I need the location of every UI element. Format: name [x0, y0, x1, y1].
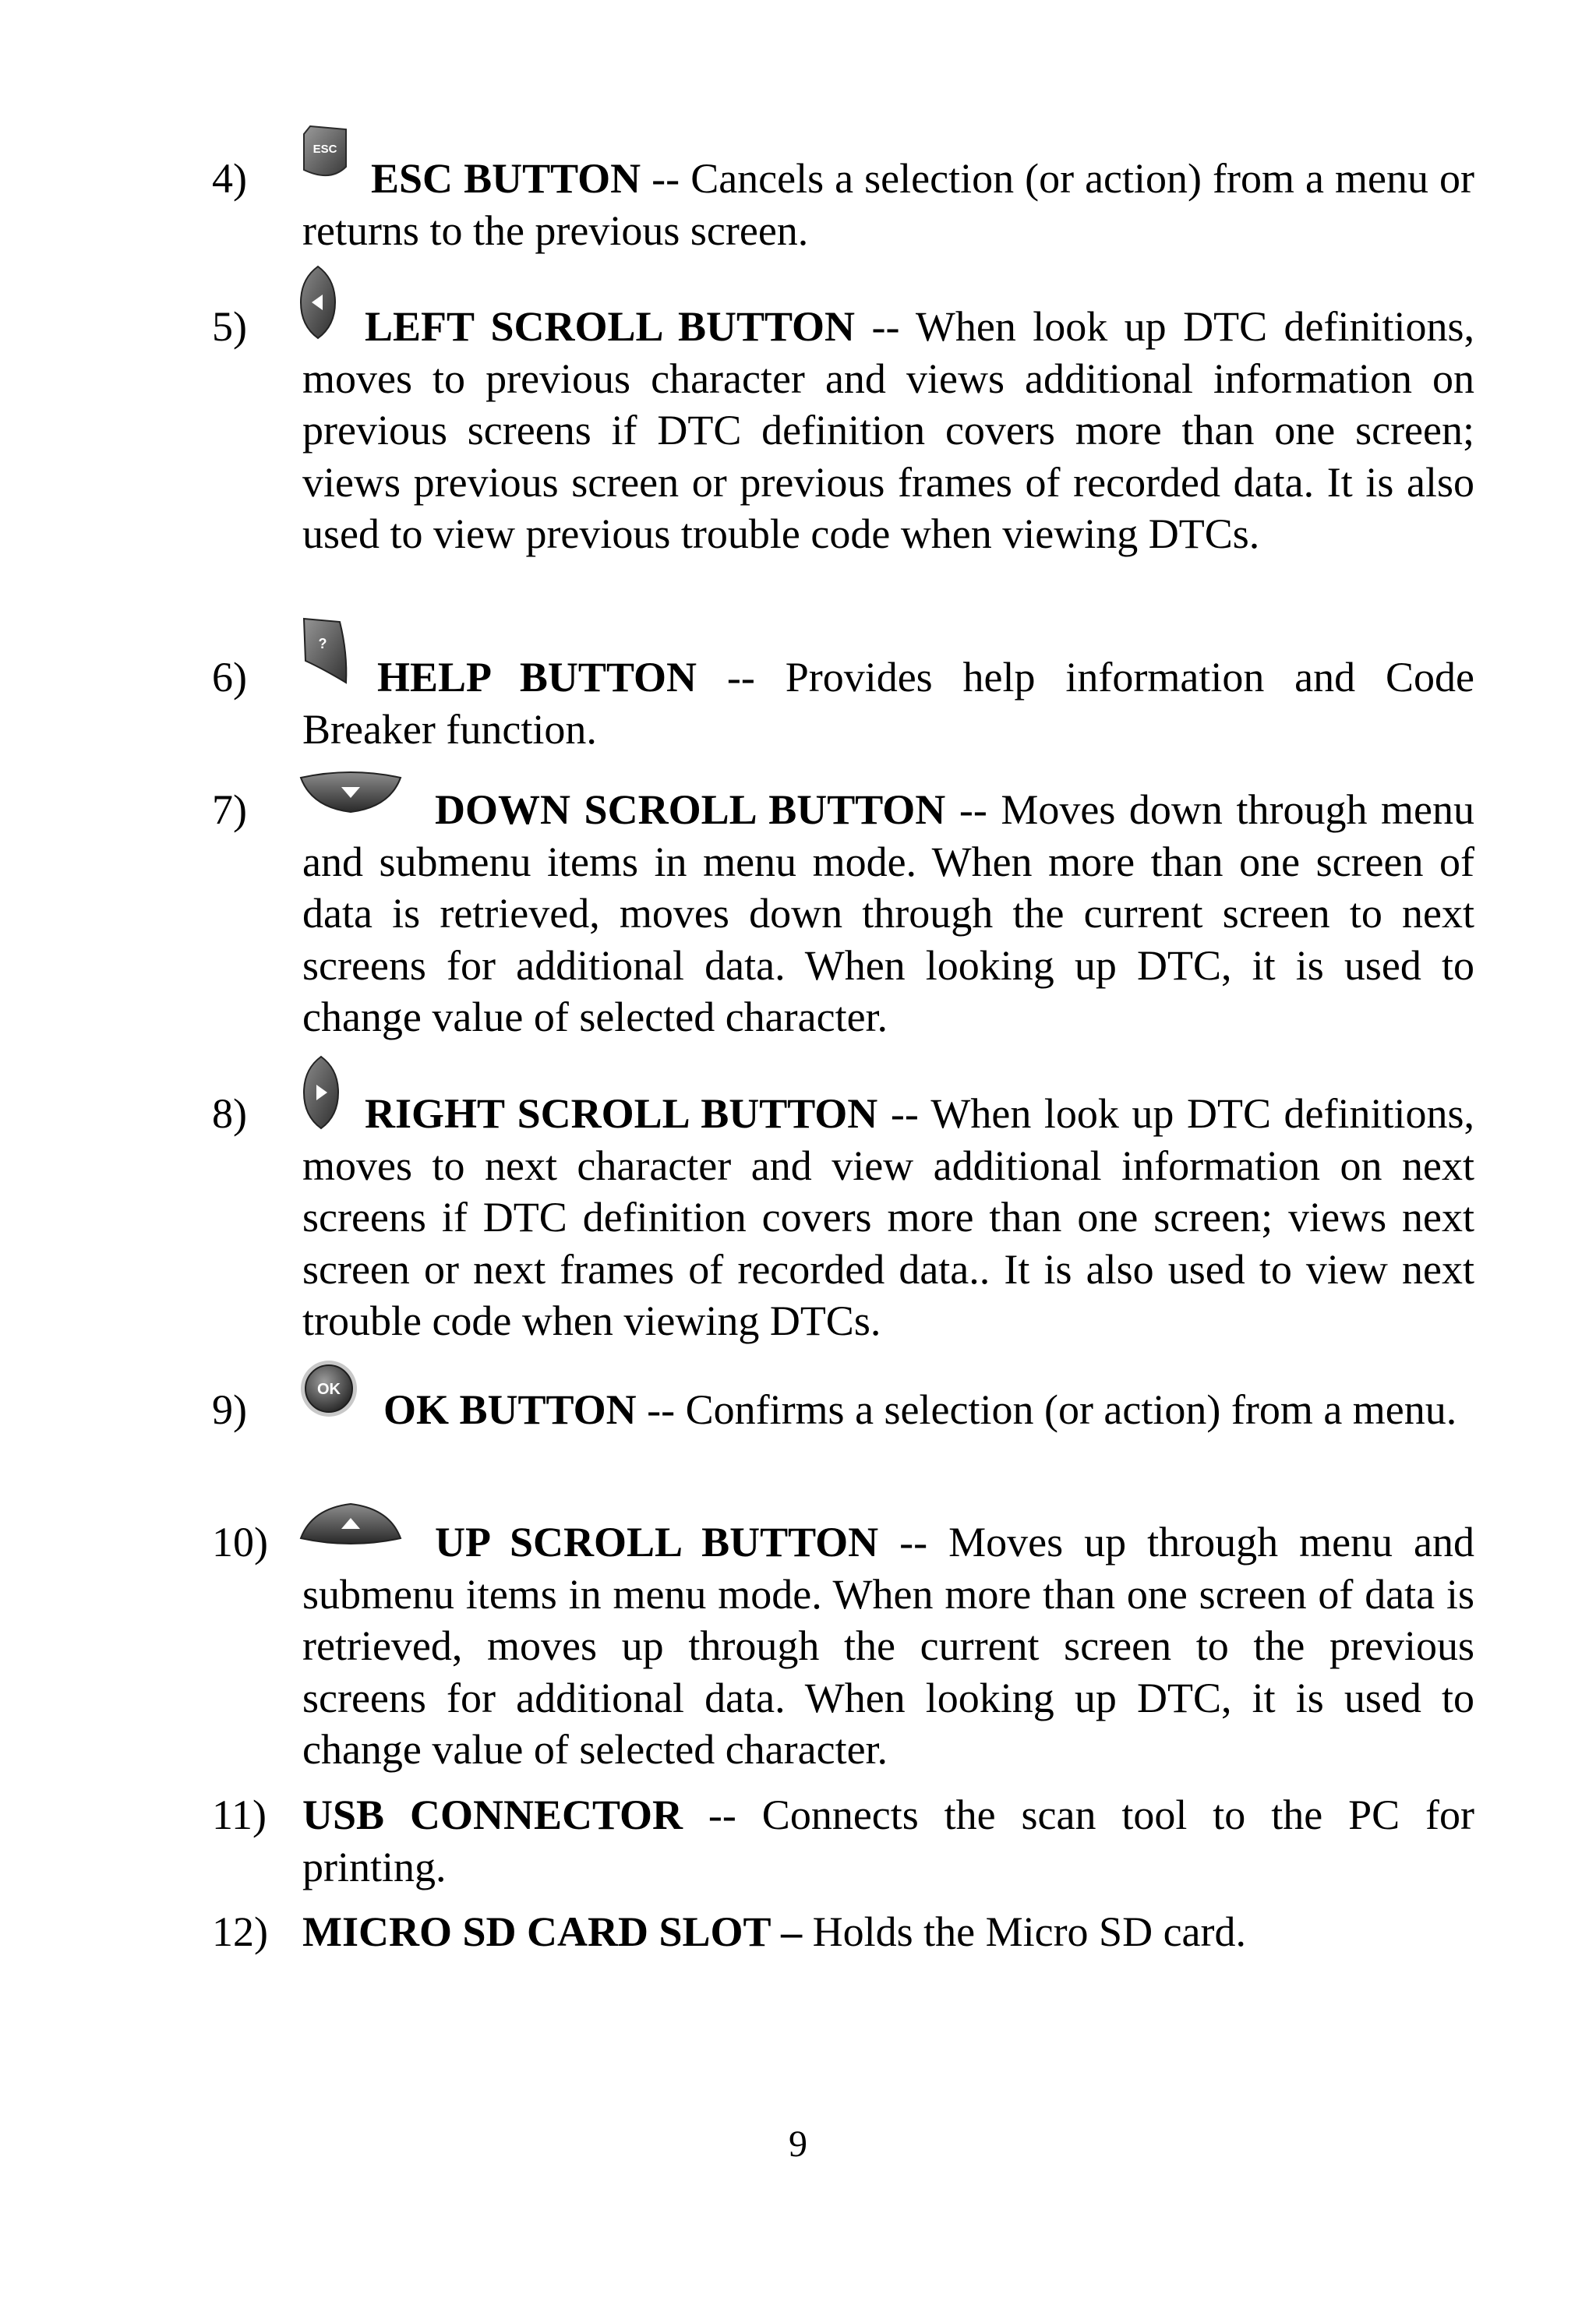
page-number: 9 [789, 2123, 807, 2165]
list-item-up-scroll-button [212, 1516, 1474, 1781]
item-title: LEFT SCROLL BUTTON [365, 303, 856, 350]
list-item-help-button [212, 636, 1475, 761]
item-text: UP SCROLL BUTTON -- Moves up through menu and submenu items in menu mode. When more than one screen of data is retrieved, moves up through the current screen to the previous screens for additional data. When looking up DTC, it is used to change value of selected character. [302, 1519, 1474, 1773]
list-item-micro-sd-card-slot [212, 1906, 1474, 1968]
item-number: 5) [212, 303, 247, 350]
item-number: 4) [212, 155, 247, 202]
item-description: Cancels a selection (or action) from a menu or returns to the previous screen. [302, 155, 1475, 254]
item-description: Moves down through menu and submenu items in menu mode. When more than one screen of data is retrieved, moves down through the current screen to next screens for additional data. When looking up DTC, it is used to change value of selected character. [302, 786, 1475, 1040]
list-item-ok-button [212, 1381, 1474, 1493]
item-description: Confirms a selection (or action) from a menu. [685, 1386, 1457, 1433]
item-title: OK BUTTON [383, 1386, 637, 1433]
item-title: RIGHT SCROLL BUTTON [365, 1090, 878, 1137]
svg-text:ESC: ESC [312, 143, 337, 156]
item-number: 8) [212, 1090, 247, 1137]
item-description: Connects the scan tool to the PC for printing. [302, 1791, 1475, 1890]
list-item-usb-connector [212, 1789, 1474, 1898]
item-title: DOWN SCROLL BUTTON [435, 786, 946, 833]
item-number: 6) [212, 654, 247, 701]
item-title: UP SCROLL BUTTON [435, 1519, 879, 1566]
item-text: ESC BUTTON -- Cancels a selection (or action) from a menu or returns to the previous screen. [302, 155, 1475, 254]
item-number: 7) [212, 786, 247, 833]
item-text: DOWN SCROLL BUTTON -- Moves down through menu and submenu items in menu mode. When more than one screen of data is retrieved, moves down through the current screen to next screens for additional data. When looking up DTC, it is used to change value of selected character. [302, 786, 1475, 1040]
item-description: Provides help information and Code Breaker function. [302, 654, 1475, 753]
item-description: When look up DTC definitions, moves to previous character and views additional information on previous screens if DTC definition covers more than one screen; views previous screen or previous frames of recorded data. It is also used to view previous trouble code when viewing DTCs. [302, 303, 1474, 557]
svg-text:?: ? [318, 636, 327, 651]
item-title: MICRO SD CARD SLOT [302, 1908, 771, 1955]
item-text: MICRO SD CARD SLOT – Holds the Micro SD card. [302, 1908, 1246, 1955]
list-item-right-scroll-button [212, 1088, 1474, 1353]
item-description: Holds the Micro SD card. [812, 1908, 1246, 1955]
item-number: 9) [212, 1386, 247, 1433]
list-item-esc-button [212, 143, 1475, 262]
item-description: When look up DTC definitions, moves to next character and view additional information on next screens if DTC definition covers more than one screen; views next screen or next frames of recorded data.. It is also used to view next trouble code when viewing DTCs. [302, 1090, 1475, 1344]
item-description: Moves up through menu and submenu items in menu mode. When more than one screen of data is retrieved, moves up through the current screen to the previous screens for additional data. When looking up DTC, it is used to change value of selected character. [302, 1519, 1474, 1773]
item-title: ESC BUTTON [371, 155, 641, 202]
item-title: USB CONNECTOR [302, 1791, 683, 1838]
item-text: HELP BUTTON -- Provides help information and Code Breaker function. [302, 654, 1475, 753]
list-item-down-scroll-button [212, 784, 1474, 1049]
list-item-left-scroll-button [212, 301, 1474, 612]
item-text: OK BUTTON -- Confirms a selection (or action) from a menu. [383, 1386, 1457, 1433]
item-number: 12) [212, 1908, 268, 1955]
item-title: HELP BUTTON [377, 654, 697, 701]
item-text: LEFT SCROLL BUTTON -- When look up DTC definitions, moves to previous character and views additional information on previous screens if DTC definition covers more than one screen; views previous screen or previous frames of recorded data. It is also used to view previous trouble code when viewing DTCs. [302, 303, 1474, 557]
item-text: RIGHT SCROLL BUTTON -- When look up DTC definitions, moves to next character and view additional information on next screens if DTC definition covers more than one screen; views next screen or next frames of recorded data.. It is also used to view next trouble code when viewing DTCs. [302, 1090, 1475, 1344]
item-number: 11) [212, 1791, 267, 1838]
item-text: USB CONNECTOR -- Connects the scan tool to the PC for printing. [302, 1791, 1475, 1890]
item-number: 10) [212, 1519, 268, 1566]
svg-text:OK: OK [317, 1381, 341, 1398]
